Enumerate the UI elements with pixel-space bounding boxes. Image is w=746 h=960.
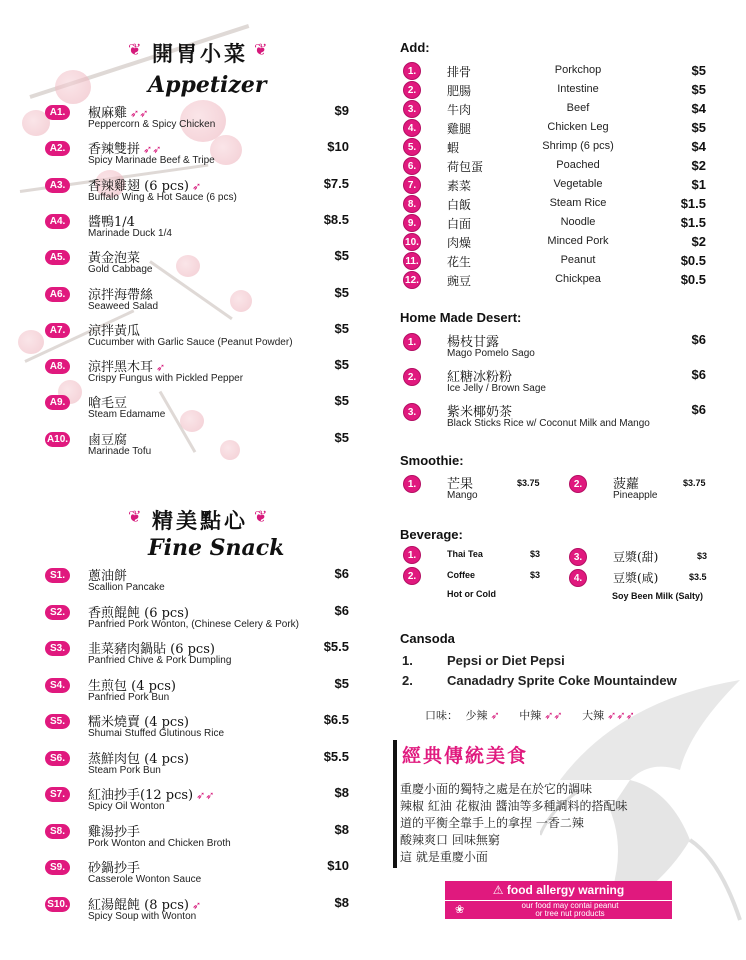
cansoda-item-1: Pepsi or Diet Pepsi <box>447 653 565 668</box>
spice-level-hot: 大辣 <box>582 709 605 722</box>
item-name-en: Panfried Chive & Pork Dumpling <box>88 655 232 666</box>
allergy-warning-title: food allergy warning <box>506 883 625 897</box>
soy-milk-note: Soy Been Milk (Salty) <box>612 591 704 601</box>
item-name-en: Spicy Oil Wonton <box>88 801 165 812</box>
item-name-cn-text: 香辣雙拼 <box>88 142 141 158</box>
add-item-price: $1.5 <box>680 196 706 211</box>
item-price: $5 <box>334 393 349 409</box>
item-name-cn-text: 涼拌黑木耳 <box>88 360 154 376</box>
beverage-item-name: Thai Tea <box>447 549 483 559</box>
item-name-en: Panfried Pork Bun <box>88 691 170 703</box>
beverage-item-price: $3 <box>697 551 708 561</box>
smoothie-item-en: Mango <box>447 490 478 501</box>
item-code-badge: A6. <box>45 287 70 302</box>
item-name-en: Steam Edamame <box>88 409 166 421</box>
desert-item-en: Black Sticks Rice w/ Coconut Milk and Mango <box>447 418 650 429</box>
beverage-item-number: 2. <box>403 567 421 585</box>
item-name-en: Spicy Soup with Wonton <box>88 910 197 922</box>
item-code-badge: S1. <box>45 568 70 583</box>
add-item-number: 12. <box>403 271 421 289</box>
add-item-price: $0.5 <box>680 272 706 287</box>
add-item-number: 6. <box>403 157 421 175</box>
item-code-badge: S7. <box>45 787 70 802</box>
item-code-badge: A8. <box>45 359 70 374</box>
item-name-cn-text: 鹵豆腐 <box>88 432 128 448</box>
item-name-en: Spicy Marinade Beef & Tripe <box>88 155 215 167</box>
allergy-warning-box <box>445 881 672 919</box>
add-item-number: 10. <box>403 233 421 251</box>
item-name-en: Scallion Pancake <box>88 582 165 593</box>
scroll-ornament-icon: ❦ <box>254 42 268 59</box>
item-name-cn-text: 蒸鮮肉包 (4 pcs) <box>88 751 189 767</box>
beverage-item-name: 豆漿(甜) <box>613 550 659 564</box>
cansoda-item-2: Canadadry Sprite Coke Mountaindew <box>447 673 677 688</box>
desert-title: Home Made Desert: <box>400 310 522 325</box>
desert-item-en: Mago Pomelo Sago <box>447 348 535 359</box>
item-code-badge: A5. <box>45 250 70 265</box>
add-item-en: Intestine <box>557 83 599 95</box>
add-item-cn: 白飯 <box>447 198 472 212</box>
item-price: $5.5 <box>323 639 349 654</box>
spice-legend-label: 口味： <box>425 709 458 722</box>
item-name-en: Steam Pork Bun <box>88 764 161 776</box>
chili-pepper-icon: ➶➶➶ <box>607 709 635 722</box>
item-name-cn-text: 砂鍋抄手 <box>88 861 141 876</box>
scroll-ornament-icon: ❦ <box>254 509 268 526</box>
smoothie-item-number: 1. <box>403 475 421 493</box>
item-code-badge: A9. <box>45 395 70 410</box>
cansoda-title: Cansoda <box>400 631 455 646</box>
tradition-line-2: 辣椒 紅油 花椒油 醬油等多種調料的搭配味 <box>400 799 628 813</box>
item-name-cn-text: 香煎餛飩 (6 pcs) <box>88 605 189 621</box>
item-code-badge: S4. <box>45 678 70 693</box>
item-price: $6 <box>334 566 349 581</box>
smoothie-item-cn: 菠蘿 <box>613 477 640 492</box>
add-item-number: 1. <box>403 62 421 80</box>
beverage-item-price: $3 <box>530 549 541 559</box>
item-price: $5 <box>334 675 349 691</box>
add-item-number: 11. <box>403 252 421 270</box>
item-code-badge: S5. <box>45 714 70 729</box>
snack-title-cn: 精美點心 <box>152 508 248 533</box>
add-item-cn: 花生 <box>447 255 472 269</box>
appetizer-title-en: Appetizer <box>148 72 267 98</box>
chili-pepper-icon: ➶➶ <box>544 709 563 722</box>
add-item-number: 7. <box>403 176 421 194</box>
desert-item-number: 2. <box>403 368 421 386</box>
tradition-line-4: 酸辣爽口 回味無窮 <box>400 833 500 847</box>
scroll-ornament-icon: ❦ <box>128 42 142 59</box>
item-name-cn-text: 椒麻雞 <box>88 106 128 121</box>
item-name-en: Cucumber with Garlic Sauce (Peanut Powder) <box>88 336 293 348</box>
item-code-badge: A2. <box>45 141 70 156</box>
tradition-line-3: 道的平衡全靠手上的拿捏 一香二辣 <box>400 816 584 830</box>
item-name-cn-text: 黃金泡菜 <box>88 251 141 267</box>
add-item-en: Chicken Leg <box>547 121 609 133</box>
add-item-price: $5 <box>691 63 706 78</box>
item-code-badge: S8. <box>45 824 70 839</box>
item-price: $6 <box>334 602 349 618</box>
spice-level-mild: 少辣 <box>465 709 488 722</box>
beverage-item-number: 3. <box>569 548 587 566</box>
tradition-bar <box>393 740 397 868</box>
add-item-cn: 雞腿 <box>447 122 472 136</box>
beverage-item-number: 1. <box>403 546 421 564</box>
item-name-cn-text: 涼拌海帶絲 <box>88 287 154 303</box>
item-name-cn-text: 蔥油餅 <box>88 569 128 584</box>
smoothie-item-number: 2. <box>569 475 587 493</box>
item-name-en: Casserole Wonton Sauce <box>88 874 202 885</box>
item-price: $7.5 <box>323 175 349 191</box>
desert-item-number: 3. <box>403 403 421 421</box>
desert-item-price: $6 <box>691 332 706 347</box>
allergy-line-2: or tree nut products <box>535 909 605 918</box>
item-code-badge: S6. <box>45 751 70 766</box>
desert-item-cn: 紅糖冰粉粉 <box>447 370 513 385</box>
item-name-en: Crispy Fungus with Pickled Pepper <box>88 373 244 385</box>
tradition-line-1: 重慶小面的獨特之處是在於它的調味 <box>400 782 593 796</box>
item-name-cn-text: 韭菜豬肉鍋貼 (6 pcs) <box>88 642 215 657</box>
tradition-title: 經典傳統美食 <box>402 745 529 767</box>
desert-item-cn: 楊枝甘露 <box>447 335 500 350</box>
add-item-en: Peanut <box>560 254 596 266</box>
hot-or-cold-note: Hot or Cold <box>447 589 496 599</box>
beverage-item-price: $3.5 <box>689 572 707 582</box>
cansoda-num-2: 2. <box>402 673 413 688</box>
item-price: $6.5 <box>323 712 349 727</box>
item-name-cn-text: 涼拌黃瓜 <box>88 323 141 339</box>
item-price: $5.5 <box>323 748 349 764</box>
item-price: $8.5 <box>323 211 349 227</box>
item-code-badge: S9. <box>45 860 70 875</box>
add-item-price: $4 <box>691 101 706 116</box>
nut-icon: ❀ <box>455 904 465 916</box>
add-item-number: 4. <box>403 119 421 137</box>
item-name-cn-text: 雞湯抄手 <box>88 824 141 840</box>
item-name-en: Pork Wonton and Chicken Broth <box>88 837 231 849</box>
allergy-line-1: our food may contai peanut <box>521 901 619 910</box>
item-price: $5 <box>334 320 349 336</box>
item-price: $5 <box>334 357 349 373</box>
item-name-en: Seaweed Salad <box>88 300 159 312</box>
item-price: $8 <box>334 785 349 800</box>
item-name-cn-text: 生煎包 (4 pcs) <box>88 678 176 694</box>
beverage-item-name: 豆漿(咸) <box>613 571 659 585</box>
cansoda-num-1: 1. <box>402 653 413 668</box>
item-name-en: Marinade Duck 1/4 <box>88 227 172 239</box>
chili-pepper-icon: ➶ <box>156 361 166 375</box>
add-item-number: 8. <box>403 195 421 213</box>
add-item-number: 5. <box>403 138 421 156</box>
item-name-cn-text: 紅湯餛飩 (8 pcs) <box>88 897 189 913</box>
add-item-en: Shrimp (6 pcs) <box>542 140 614 152</box>
add-item-number: 9. <box>403 214 421 232</box>
desert-item-price: $6 <box>691 367 706 382</box>
scroll-ornament-icon: ❦ <box>128 509 142 526</box>
add-item-price: $1.5 <box>680 215 706 230</box>
add-item-cn: 豌豆 <box>447 274 472 288</box>
smoothie-item-price: $3.75 <box>517 478 540 488</box>
item-code-badge: S3. <box>45 641 70 656</box>
item-code-badge: A3. <box>45 178 70 193</box>
chili-pepper-icon: ➶➶ <box>130 107 149 120</box>
beverage-title: Beverage: <box>400 527 463 542</box>
appetizer-title-cn: 開胃小菜 <box>152 41 248 66</box>
add-item-en: Minced Pork <box>547 235 609 247</box>
item-name-en: Marinade Tofu <box>88 445 152 457</box>
add-item-cn: 排骨 <box>447 65 472 79</box>
item-code-badge: A7. <box>45 323 70 338</box>
beverage-item-name: Coffee <box>447 570 476 580</box>
item-name-en: Buffalo Wing & Hot Sauce (6 pcs) <box>88 191 237 203</box>
add-item-cn: 肉燥 <box>447 236 472 250</box>
add-item-cn: 牛肉 <box>447 103 472 117</box>
item-name-en: Peppercorn & Spicy Chicken <box>88 119 216 130</box>
item-name-cn-text: 香辣雞翅 (6 pcs) <box>88 178 189 194</box>
chili-pepper-icon: ➶ <box>191 898 202 912</box>
add-item-price: $2 <box>691 234 706 249</box>
add-item-price: $5 <box>691 82 706 97</box>
spice-legend <box>425 707 635 723</box>
item-name-cn-text: 糯米燒賣 (4 pcs) <box>88 715 189 730</box>
item-price: $5 <box>334 429 349 445</box>
item-name-cn-text: 紅油抄手(12 pcs) <box>88 788 194 803</box>
add-item-price: $2 <box>691 158 706 173</box>
item-price: $8 <box>334 821 349 837</box>
beverage-item-price: $3 <box>530 570 541 580</box>
smoothie-title: Smoothie: <box>400 453 464 468</box>
add-item-price: $1 <box>691 177 706 192</box>
snack-title-en: Fine Snack <box>148 535 285 561</box>
item-price: $10 <box>327 858 349 873</box>
spice-level-medium: 中辣 <box>519 709 542 722</box>
chili-pepper-icon: ➶ <box>191 179 202 193</box>
item-code-badge: S2. <box>45 605 70 620</box>
add-item-price: $4 <box>691 139 706 154</box>
chili-pepper-icon: ➶ <box>490 709 500 722</box>
add-item-en: Poached <box>556 159 600 171</box>
item-code-badge: S10. <box>45 897 70 912</box>
item-name-en: Shumai Stuffed Glutinous Rice <box>88 728 225 739</box>
add-item-en: Beef <box>566 102 590 114</box>
desert-item-price: $6 <box>691 402 706 417</box>
add-item-price: $0.5 <box>680 253 706 268</box>
item-name-en: Gold Cabbage <box>88 264 153 276</box>
chili-pepper-icon: ➶➶ <box>143 143 162 157</box>
item-name-en: Panfried Pork Wonton, (Chinese Celery & Pork) <box>88 618 300 630</box>
add-item-cn: 素菜 <box>447 179 472 193</box>
allergy-warning-header <box>445 881 672 901</box>
smoothie-item-en: Pineapple <box>613 490 658 501</box>
item-name-cn-text: 嗆毛豆 <box>88 396 128 412</box>
add-item-en: Chickpea <box>555 273 601 285</box>
add-item-cn: 肥腸 <box>447 84 472 98</box>
desert-item-en: Ice Jelly / Brown Sage <box>447 383 546 394</box>
add-item-number: 3. <box>403 100 421 118</box>
item-price: $8 <box>334 894 349 910</box>
add-item-en: Steam Rice <box>549 197 607 209</box>
item-code-badge: A10. <box>46 433 69 445</box>
item-code-badge: A1. <box>45 105 70 120</box>
item-price: $10 <box>327 139 349 155</box>
add-item-number: 2. <box>403 81 421 99</box>
add-item-cn: 蝦 <box>447 141 460 155</box>
add-item-en: Porkchop <box>554 64 602 76</box>
item-name-cn-text: 醬鴨1/4 <box>88 214 135 230</box>
tradition-line-5: 這 就是重慶小面 <box>400 850 488 864</box>
beverage-item-number: 4. <box>569 569 587 587</box>
add-item-cn: 荷包蛋 <box>447 160 484 174</box>
add-title: Add: <box>400 40 430 55</box>
item-code-badge: A4. <box>45 214 70 229</box>
add-item-price: $5 <box>691 120 706 135</box>
item-price: $5 <box>334 284 349 300</box>
item-price: $5 <box>334 248 349 264</box>
desert-item-cn: 紫米椰奶茶 <box>447 405 513 420</box>
warning-triangle-icon: ⚠ <box>492 883 504 897</box>
item-price: $9 <box>334 103 349 118</box>
add-item-en: Noodle <box>560 216 596 228</box>
smoothie-item-price: $3.75 <box>683 478 706 488</box>
add-item-cn: 白面 <box>447 217 472 231</box>
add-item-en: Vegetable <box>553 178 603 190</box>
chili-pepper-icon: ➶➶ <box>196 789 215 802</box>
desert-item-number: 1. <box>403 333 421 351</box>
smoothie-item-cn: 芒果 <box>447 477 474 492</box>
